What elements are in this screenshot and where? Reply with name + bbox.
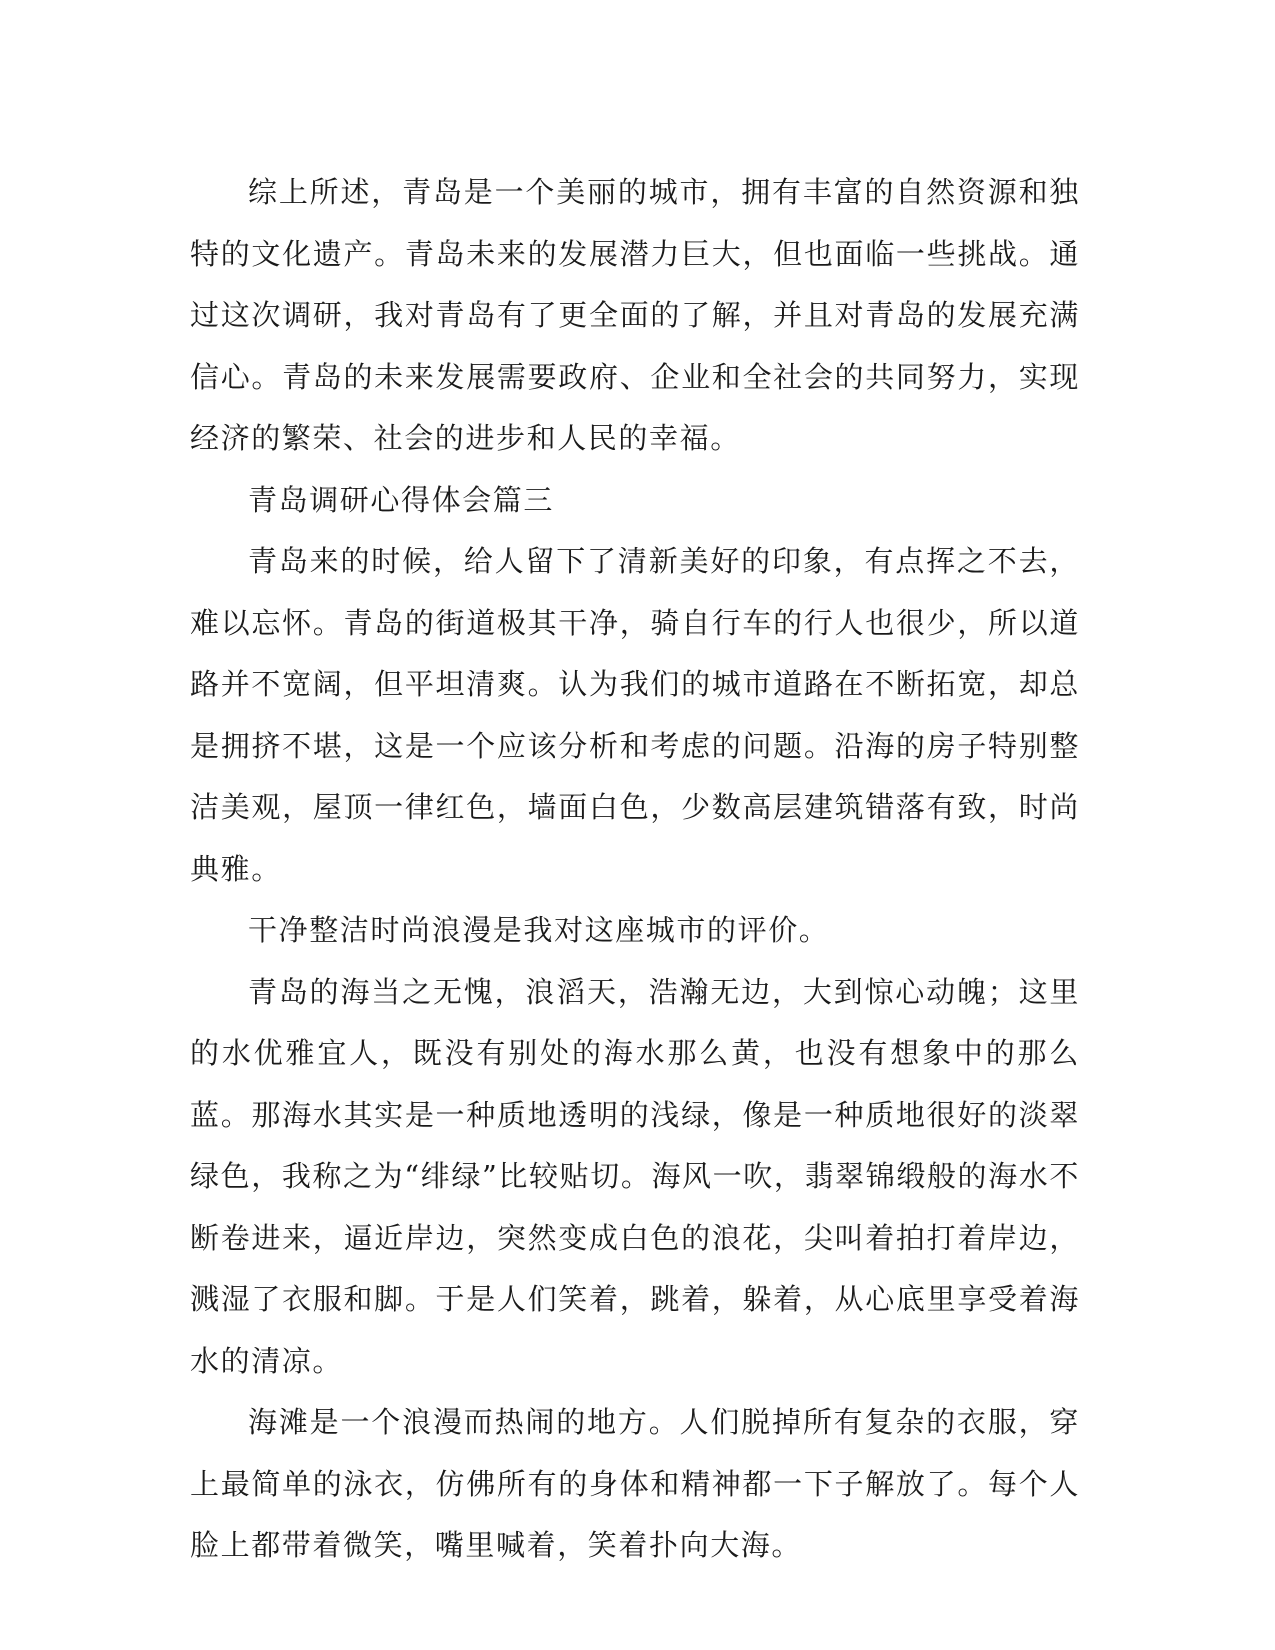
section-heading: 青岛调研心得体会篇三 [248,482,555,517]
paragraph-sea: 青岛的海当之无愧，浪滔天，浩瀚无边，大到惊心动魄；这里的水优雅宜人，既没有别处的海水那么黄，也没有想象中的那么蓝。那海水其实是一种质地透明的浅绿，像是一种质地很好的淡翠绿色，我称之为“绯绿”比较贴切。海风一吹，翡翠锦缎般的海水不断卷进来，逼近岸边，突然变成白色的浪花，尖叫着拍打着岸边，溅湿了衣服和脚。于是人们笑着，跳着，躲着，从心底里享受着海水的清凉。 [190,974,1080,1378]
paragraph-city-impression: 青岛来的时候，给人留下了清新美好的印象，有点挥之不去，难以忘怀。青岛的街道极其干净，骑自行车的行人也很少，所以道路并不宽阔，但平坦清爽。认为我们的城市道路在不断拓宽，却总是拥挤不堪，这是一个应该分析和考虑的问题。沿海的房子特别整洁美观，屋顶一律红色，墙面白色，少数高层建筑错落有致，时尚典雅。 [190,544,1080,886]
paragraph-beach: 海滩是一个浪漫而热闹的地方。人们脱掉所有复杂的衣服，穿上最简单的泳衣，仿佛所有的身体和精神都一下子解放了。每个人脸上都带着微笑，嘴里喊着，笑着扑向大海。 [190,1405,1080,1562]
document-body [190,162,1080,1577]
paragraph-city-evaluation: 干净整洁时尚浪漫是我对这座城市的评价。 [248,913,830,947]
paragraph-conclusion: 综上所述，青岛是一个美丽的城市，拥有丰富的自然资源和独特的文化遗产。青岛未来的发展潜力巨大，但也面临一些挑战。通过这次调研，我对青岛有了更全面的了解，并且对青岛的发展充满信心。青岛的未来发展需要政府、企业和全社会的共同努力，实现经济的繁荣、社会的进步和人民的幸福。 [190,175,1080,455]
